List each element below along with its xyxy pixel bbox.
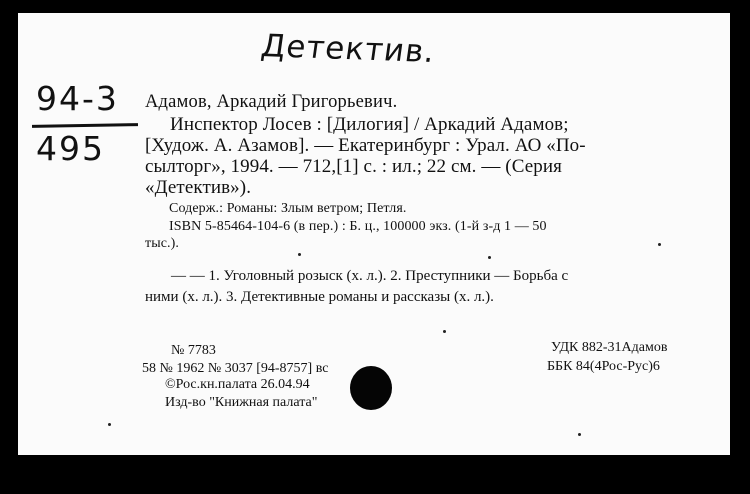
library-catalog-card xyxy=(18,13,730,455)
scan-speck xyxy=(443,330,446,333)
bbk-classification: ББК 84(4Рос-Рус)6 xyxy=(547,359,660,374)
card-number: № 7783 xyxy=(171,343,216,358)
description-line-3: сылторг», 1994. — 712,[1] с. : ил.; 22 см. — (Серия xyxy=(145,156,562,177)
scan-speck xyxy=(488,256,491,259)
udk-classification: УДК 882-31Адамов xyxy=(551,340,668,355)
author-heading: Адамов, Аркадий Григорьевич. xyxy=(145,92,398,112)
isbn-line-1: ISBN 5-85464-104-6 (в пер.) : Б. ц., 100000 экз. (1-й з-д 1 — 50 xyxy=(169,219,547,234)
scan-speck xyxy=(108,423,111,426)
ink-blot xyxy=(350,366,392,410)
subject-headings-line-1: — — 1. Уголовный розыск (х. л.). 2. Преступники — Борьба с xyxy=(171,268,569,284)
publisher-line: Изд-во "Книжная палата" xyxy=(165,395,318,410)
scan-speck xyxy=(658,243,661,246)
contents-note: Содерж.: Романы: Злым ветром; Петля. xyxy=(169,201,407,216)
handwritten-call-number-top: 94-3 xyxy=(36,79,119,118)
handwritten-fraction-line xyxy=(32,123,138,128)
scan-speck xyxy=(298,253,301,256)
handwritten-genre-label: Детектив. xyxy=(258,27,438,71)
subject-headings-line-2: ними (х. л.). 3. Детективные романы и рассказы (х. л.). xyxy=(145,289,494,305)
isbn-line-2: тыс.). xyxy=(145,236,180,251)
description-line-2: [Худож. А. Азамов]. — Екатеринбург : Урал. АО «По- xyxy=(145,135,586,156)
copyright-line: ©Рос.кн.палата 26.04.94 xyxy=(165,377,310,392)
registration-code: 58 № 1962 № 3037 [94-8757] вс xyxy=(142,361,329,376)
scan-speck xyxy=(578,433,581,436)
handwritten-call-number-bottom: 495 xyxy=(36,129,105,168)
description-line-4: «Детектив»). xyxy=(145,177,252,198)
description-line-1: Инспектор Лосев : [Дилогия] / Аркадий Адамов; xyxy=(170,114,569,135)
